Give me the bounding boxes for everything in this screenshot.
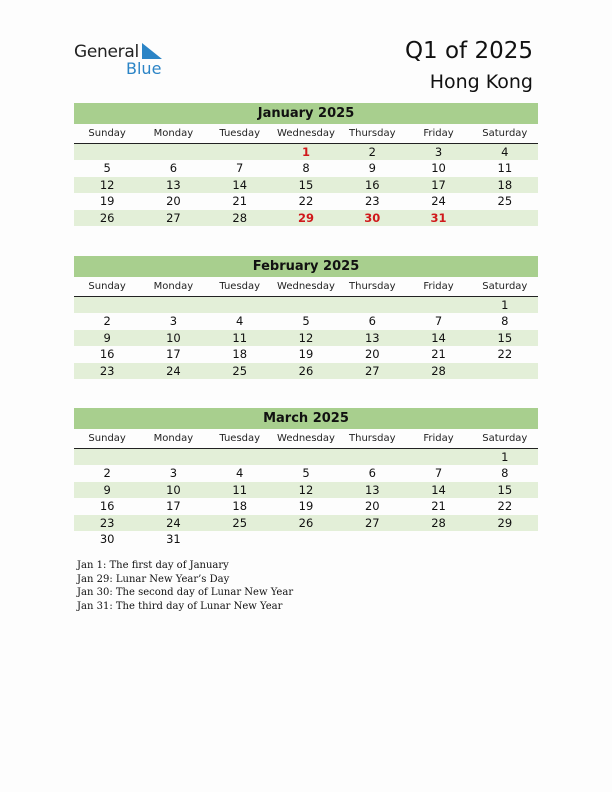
day-cell: 7: [434, 314, 443, 329]
day-cell: 21: [232, 194, 248, 209]
day-cell: 26: [298, 363, 314, 378]
day-cell: [472, 363, 538, 379]
day-cell: 9: [103, 330, 111, 345]
day-cell: [273, 531, 339, 547]
day-cell: 12: [298, 330, 314, 345]
day-cell: 4: [236, 466, 244, 481]
weekday-label: Thursday: [349, 433, 396, 444]
brand-blue-text: Blue: [126, 59, 162, 78]
day-cell: 1: [301, 145, 310, 159]
day-cell: 10: [166, 330, 181, 345]
day-cell: 28: [232, 210, 248, 225]
holiday-note: Jan 31: The third day of Lunar New Year: [77, 600, 283, 612]
day-cell: 29: [497, 515, 513, 530]
weekday-label: Sunday: [88, 128, 126, 139]
day-cell: [74, 297, 140, 313]
day-cell: 31: [166, 531, 181, 546]
day-cell: 27: [364, 363, 380, 378]
day-cell: 24: [166, 515, 181, 530]
weekday-label: Friday: [423, 281, 454, 292]
day-cell: [339, 449, 405, 465]
day-cell: 22: [497, 499, 513, 514]
day-cell: 26: [99, 210, 115, 225]
month-title: March 2025: [74, 408, 538, 429]
day-cell: [207, 297, 273, 313]
day-cell: 26: [298, 515, 314, 530]
week-row: [74, 160, 538, 176]
day-cell: 22: [298, 194, 314, 209]
day-cell: 30: [99, 531, 115, 546]
week-row: [74, 515, 538, 531]
weekday-label: Saturday: [482, 128, 528, 139]
brand-general-text: General: [74, 42, 139, 62]
day-cell: 25: [232, 363, 248, 378]
holiday-note: Jan 30: The second day of Lunar New Year: [77, 587, 294, 599]
day-cell: [339, 531, 405, 547]
holiday-note: Jan 29: Lunar New Year’s Day: [77, 573, 230, 585]
day-cell: 18: [232, 499, 248, 514]
day-cell: [472, 531, 538, 547]
day-cell: [140, 297, 206, 313]
day-cell: 20: [364, 499, 380, 514]
day-cell: 27: [166, 210, 181, 225]
day-cell: [207, 144, 273, 160]
day-cell: 19: [298, 499, 314, 514]
day-cell: 4: [236, 314, 244, 329]
day-cell: 12: [298, 482, 314, 497]
day-cell: 21: [431, 347, 446, 362]
day-cell: [207, 449, 273, 465]
day-cell: 24: [166, 363, 181, 378]
week-row: [74, 330, 538, 346]
day-cell: 19: [298, 347, 314, 362]
day-cell: 29: [297, 210, 314, 225]
day-cell: 3: [169, 466, 178, 481]
day-cell: 7: [434, 466, 443, 481]
day-cell: 14: [431, 330, 446, 345]
day-cell: 6: [368, 314, 376, 329]
day-cell: 2: [368, 145, 376, 159]
weekday-label: Monday: [153, 433, 194, 444]
day-cell: 23: [364, 194, 380, 209]
day-cell: 17: [166, 347, 181, 362]
day-cell: 10: [166, 482, 181, 497]
weekday-label: Wednesday: [277, 281, 335, 292]
weekday-label: Sunday: [88, 433, 126, 444]
week-row: [74, 177, 538, 193]
day-cell: 11: [497, 161, 513, 176]
weekday-label: Tuesday: [219, 128, 261, 139]
month-title: February 2025: [74, 256, 538, 277]
day-cell: 8: [501, 314, 509, 329]
day-cell: 15: [497, 482, 513, 497]
day-cell: 11: [232, 330, 248, 345]
day-cell: 16: [99, 499, 115, 514]
day-cell: 17: [166, 499, 181, 514]
day-cell: 23: [99, 515, 115, 530]
weekday-label: Friday: [423, 433, 454, 444]
day-cell: 16: [99, 347, 115, 362]
day-cell: 9: [103, 482, 111, 497]
weekday-label: Tuesday: [219, 433, 261, 444]
month-calendar-march: [74, 408, 538, 547]
month-calendar-january: [74, 103, 538, 226]
day-cell: 3: [434, 145, 443, 159]
day-cell: [74, 144, 140, 160]
day-cell: 30: [364, 210, 381, 225]
day-cell: 2: [103, 466, 111, 481]
week-row: [74, 498, 538, 514]
day-cell: 7: [236, 161, 244, 176]
day-cell: 28: [431, 515, 446, 530]
month-title: January 2025: [74, 103, 538, 124]
week-row: [74, 482, 538, 498]
day-cell: 2: [103, 314, 111, 329]
weekday-header-row: [74, 279, 538, 297]
page-title: Q1 of 2025: [404, 38, 533, 64]
day-cell: 14: [431, 482, 446, 497]
day-cell: 6: [169, 161, 178, 176]
weekday-label: Monday: [153, 128, 194, 139]
day-cell: 13: [166, 177, 181, 192]
day-cell: [273, 297, 339, 313]
day-cell: 22: [497, 347, 513, 362]
day-cell: 21: [431, 499, 446, 514]
weekday-header-row: [74, 431, 538, 449]
day-cell: [140, 449, 206, 465]
day-cell: [273, 449, 339, 465]
day-cell: 13: [364, 330, 380, 345]
day-cell: 18: [497, 177, 513, 192]
brand-logo: [74, 42, 174, 78]
weekday-label: Sunday: [88, 281, 126, 292]
day-cell: [207, 531, 273, 547]
day-cell: 27: [364, 515, 380, 530]
day-cell: 1: [501, 450, 509, 464]
week-row: [74, 363, 538, 379]
day-cell: [405, 531, 471, 547]
weekday-label: Thursday: [349, 281, 396, 292]
day-cell: 18: [232, 347, 248, 362]
week-row: [74, 210, 538, 226]
week-row: [74, 313, 538, 329]
day-cell: 23: [99, 363, 115, 378]
day-cell: 3: [169, 314, 178, 329]
day-cell: [140, 144, 206, 160]
week-row: [74, 297, 538, 313]
day-cell: 25: [232, 515, 248, 530]
day-cell: 24: [431, 194, 446, 209]
day-cell: 4: [501, 145, 509, 159]
holiday-note: Jan 1: The first day of January: [77, 560, 229, 571]
day-cell: 25: [497, 194, 513, 209]
day-cell: 8: [501, 466, 509, 481]
day-cell: 17: [431, 177, 446, 192]
day-cell: 8: [302, 161, 310, 176]
day-cell: [74, 449, 140, 465]
weekday-label: Wednesday: [277, 433, 335, 444]
day-cell: 1: [501, 298, 509, 312]
week-row: [74, 144, 538, 160]
week-row: [74, 531, 538, 547]
day-cell: 5: [302, 314, 310, 329]
day-cell: 15: [497, 330, 513, 345]
week-row: [74, 465, 538, 481]
day-cell: 5: [302, 466, 310, 481]
day-cell: 15: [298, 177, 314, 192]
weekday-label: Saturday: [482, 433, 528, 444]
month-calendar-february: [74, 256, 538, 379]
day-cell: 6: [368, 466, 376, 481]
weekday-label: Thursday: [349, 128, 396, 139]
weekday-label: Wednesday: [277, 128, 335, 139]
week-row: [74, 346, 538, 362]
week-row: [74, 449, 538, 465]
weekday-label: Tuesday: [219, 281, 261, 292]
brand-triangle-icon: [142, 43, 164, 61]
weekday-label: Saturday: [482, 281, 528, 292]
weekday-header-row: [74, 126, 538, 144]
day-cell: 14: [232, 177, 248, 192]
day-cell: 9: [368, 161, 376, 176]
day-cell: 11: [232, 482, 248, 497]
day-cell: [339, 297, 405, 313]
week-row: [74, 193, 538, 209]
day-cell: 19: [99, 194, 115, 209]
day-cell: [472, 210, 538, 226]
day-cell: 13: [364, 482, 380, 497]
page-subtitle: Hong Kong: [429, 71, 533, 93]
day-cell: 5: [103, 161, 111, 176]
weekday-label: Friday: [423, 128, 454, 139]
day-cell: [405, 297, 471, 313]
day-cell: 12: [99, 177, 115, 192]
day-cell: 16: [364, 177, 380, 192]
day-cell: 20: [364, 347, 380, 362]
day-cell: 31: [430, 210, 447, 225]
day-cell: 10: [431, 161, 446, 176]
day-cell: 20: [166, 194, 181, 209]
day-cell: 28: [431, 363, 446, 378]
weekday-label: Monday: [153, 281, 194, 292]
holiday-notes: [77, 559, 293, 613]
day-cell: [405, 449, 471, 465]
